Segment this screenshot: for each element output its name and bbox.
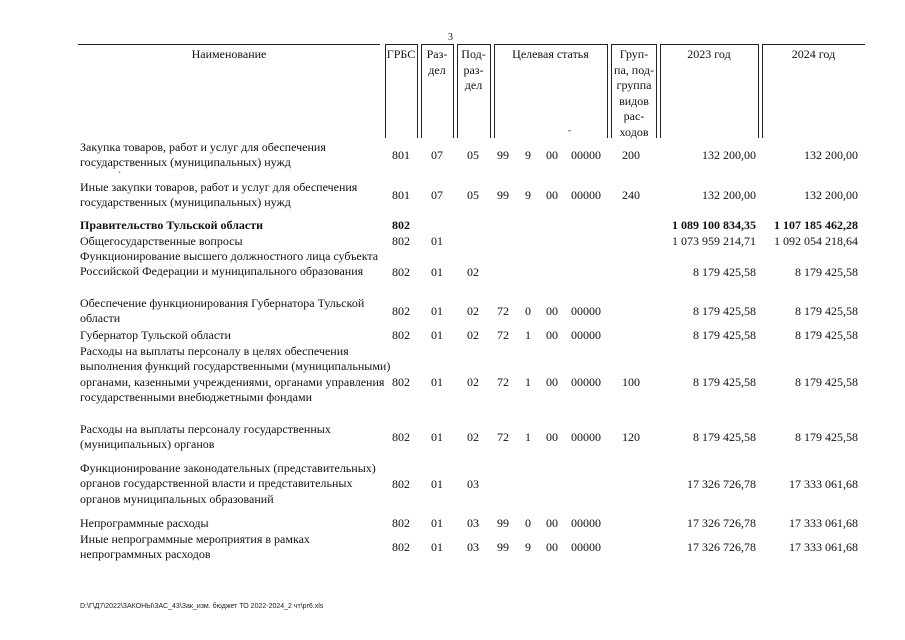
header-podrazdel: Под- раз- дел (461, 47, 486, 92)
header-year-2023: 2023 год (687, 47, 731, 61)
header-target-article: Целевая статья (512, 47, 589, 61)
file-path-footer: D:\Г\Д7\2022\ЗАКОНЫ\ЗАС_43\Зак_изм. бюджет ТО 2022-2024_2 чт\pr6.xls (80, 603, 324, 610)
header-grbs: ГРБС (386, 47, 416, 61)
header-expense-group: Груп- па, под- группа видов рас- ходов (614, 47, 654, 139)
header-razdel: Раз- дел (426, 47, 448, 77)
header-year-2024: 2024 год (791, 47, 836, 61)
header-name: Наименование (191, 47, 267, 61)
page-number: 3 (448, 32, 453, 43)
